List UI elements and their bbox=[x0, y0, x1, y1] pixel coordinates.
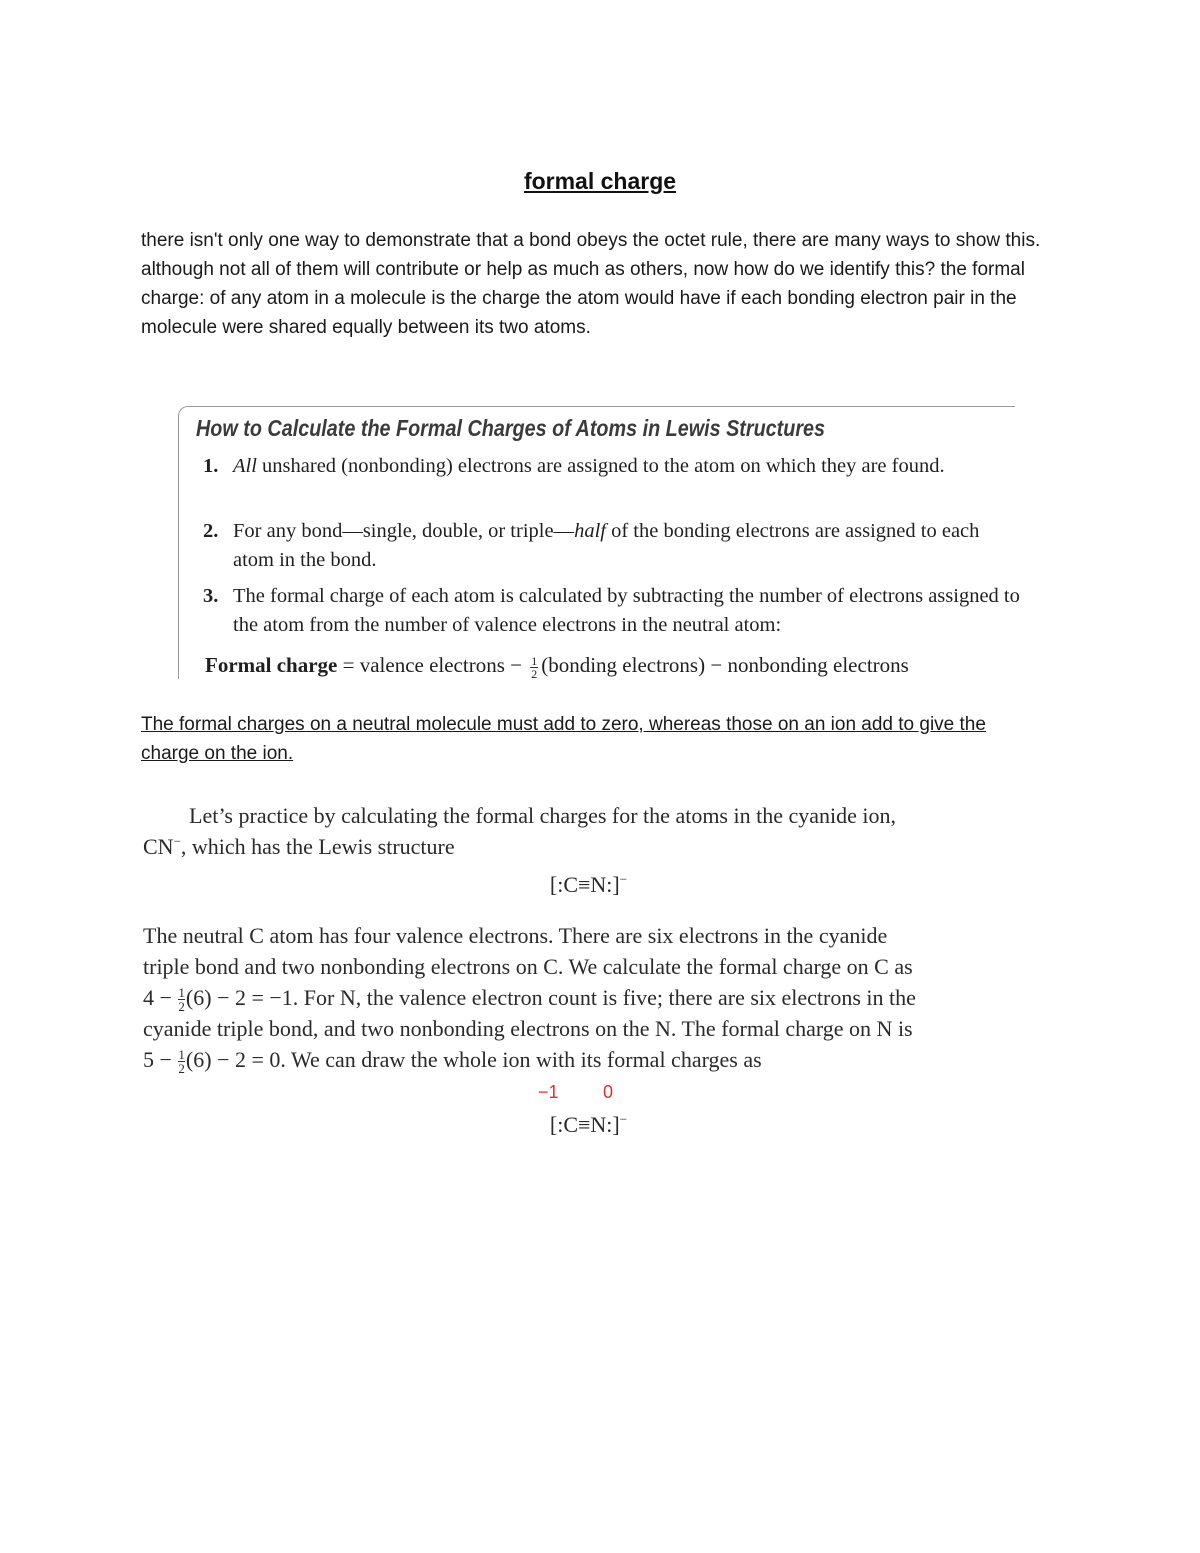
page-title: formal charge bbox=[523, 168, 677, 194]
one-half-fraction: $\frac{1}{2}$ bbox=[178, 1047, 185, 1077]
formula-label: Formal charge bbox=[205, 653, 338, 677]
explanation-line-4: cyanide triple bond, and two nonbonding electrons on the N. The formal charge on N is bbox=[143, 1016, 913, 1041]
step-number: 3. bbox=[203, 585, 219, 607]
lewis-structure: [:C≡N:]− bbox=[549, 871, 628, 897]
step-text: All unshared (nonbonding) electrons are assigned to the atom on which they are found. bbox=[233, 455, 945, 477]
explanation-line-2: triple bond and two nonbonding electrons on C. We calculate the formal charge on C as bbox=[143, 954, 913, 979]
step-text: The formal charge of each atom is calculated by subtracting the number of electrons assigned to the atom from the number of valence electrons in the neutral atom: bbox=[233, 585, 1020, 636]
explanation-line-3: 4 − $\frac{1}{2}$ (6) − 2 = −1. For N, the valence electron count is five; there are six electrons in the bbox=[143, 985, 916, 1015]
one-half-fraction: $\frac{1}{2}$ bbox=[531, 653, 538, 681]
lewis-structure-with-charges: [:C≡N:]− bbox=[549, 1111, 628, 1137]
rule-note: The formal charges on a neutral molecule must add to zero, whereas those on an ion add to give the charge on the ion. bbox=[141, 714, 986, 764]
explanation-line-1: The neutral C atom has four valence electrons. There are six electrons in the cyanide bbox=[143, 923, 888, 948]
formal-charge-formula: Formal charge = valence electrons − $\frac{1}{2}$ (bonding electrons) − nonbonding electrons bbox=[205, 653, 909, 681]
procedure-box-title: How to Calculate the Formal Charges of Atoms in Lewis Structures bbox=[196, 415, 826, 441]
step-emphasis: All bbox=[233, 455, 257, 477]
intro-paragraph: there isn't only one way to demonstrate that a bond obeys the octet rule, there are many ways to show this. although not all of them will contribute or help as much as others, now how do we identify this? the formal charge: of any atom in a molecule is the charge the atom would have if each bonding electron pair in the molecule were shared equally between its two atoms. bbox=[141, 230, 1041, 338]
practice-intro-line-2: CN−, which has the Lewis structure bbox=[143, 833, 455, 859]
step-number: 1. bbox=[203, 455, 219, 477]
formal-charge-n: 0 bbox=[603, 1082, 614, 1102]
formal-charge-c: −1 bbox=[538, 1082, 559, 1102]
one-half-fraction: $\frac{1}{2}$ bbox=[178, 985, 185, 1015]
step-text: For any bond—single, double, or triple—half of the bonding electrons are assigned to each atom in the bond. bbox=[233, 520, 980, 571]
cyanide-ion: CN bbox=[143, 834, 174, 859]
step-number: 2. bbox=[203, 520, 219, 542]
explanation-line-5: 5 − $\frac{1}{2}$ (6) − 2 = 0. We can draw the whole ion with its formal charges as bbox=[143, 1047, 762, 1077]
step-emphasis: half bbox=[574, 520, 606, 542]
practice-intro-line-1: Let’s practice by calculating the formal charges for the atoms in the cyanide ion, bbox=[189, 803, 896, 828]
